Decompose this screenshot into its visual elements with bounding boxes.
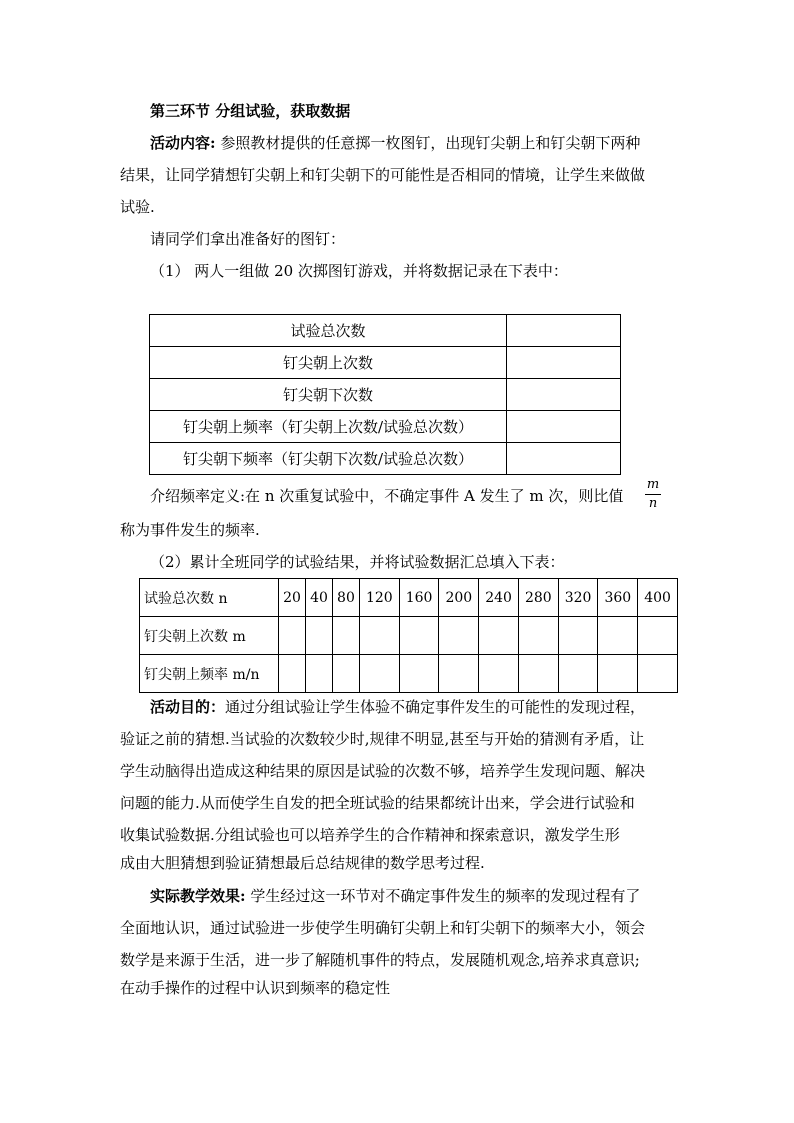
value-cell[interactable] <box>359 655 399 693</box>
activity-goal-line-6: 成由大胆猜想到验证猜想最后总结规律的数学思考过程. <box>120 854 485 872</box>
activity-goal-label: 活动目的： <box>150 698 226 716</box>
trial-count-cell: 360 <box>598 579 638 617</box>
value-cell[interactable] <box>507 315 621 347</box>
value-cell[interactable] <box>518 655 558 693</box>
pair-trial-table <box>149 314 621 475</box>
activity-goal-text-1: 通过分组试验让学生体验不确定事件发生的可能性的发现过程， <box>225 698 646 716</box>
trial-count-cell: 40 <box>305 579 332 617</box>
trial-count-cell: 80 <box>332 579 359 617</box>
trial-count-cell: 120 <box>359 579 399 617</box>
teaching-effect-label: 实际教学效果: <box>150 887 246 905</box>
trial-count-cell: 200 <box>439 579 479 617</box>
value-cell[interactable] <box>507 411 621 443</box>
value-cell[interactable] <box>638 617 678 655</box>
row-label: 钉尖朝下次数 <box>150 379 507 411</box>
trial-count-cell: 20 <box>279 579 306 617</box>
frequency-definition-line-1: 介绍频率定义:在 n 次重复试验中，不确定事件 A 发生了 m 次，则比值 <box>150 487 624 505</box>
trial-count-cell: 160 <box>399 579 439 617</box>
value-cell[interactable] <box>332 655 359 693</box>
table-row <box>150 443 621 475</box>
value-cell[interactable] <box>439 655 479 693</box>
teaching-effect-line-2: 全面地认识，通过试验进一步使学生明确钉尖朝上和钉尖朝下的频率大小，领会 <box>120 919 646 937</box>
activity-content-line-3: 试验. <box>120 198 155 216</box>
value-cell[interactable] <box>507 379 621 411</box>
trial-count-cell: 240 <box>479 579 519 617</box>
value-cell[interactable] <box>479 617 519 655</box>
table-row <box>150 315 621 347</box>
value-cell[interactable] <box>359 617 399 655</box>
trial-count-cell: 400 <box>638 579 678 617</box>
teaching-effect-line-4: 在动手操作的过程中认识到频率的稳定性 <box>120 979 391 997</box>
activity-goal-line-3: 学生动脑得出造成这种结果的原因是试验的次数不够，培养学生发现问题、解决 <box>120 762 646 780</box>
activity-content-line-2: 结果，让同学猜想钉尖朝上和钉尖朝下的可能性是否相同的情境，让学生来做做 <box>120 166 646 184</box>
activity-goal-line-1 <box>150 697 645 717</box>
trial-count-cell: 320 <box>558 579 598 617</box>
value-cell[interactable] <box>638 655 678 693</box>
value-cell[interactable] <box>399 617 439 655</box>
teaching-effect-line-3: 数学是来源于生活，进一步了解随机事件的特点，发展随机观念,培养求真意识; <box>120 951 640 969</box>
value-cell[interactable] <box>558 655 598 693</box>
table-row <box>140 579 678 617</box>
row-label: 钉尖朝上次数 <box>150 347 507 379</box>
activity-goal-line-2: 验证之前的猜想.当试验的次数较少时,规律不明显,甚至与开始的猜测有矛盾，让 <box>120 730 645 748</box>
row-label: 钉尖朝下频率（钉尖朝下次数/试验总次数） <box>150 443 507 475</box>
value-cell[interactable] <box>558 617 598 655</box>
fraction-bar <box>645 494 661 495</box>
value-cell[interactable] <box>279 655 306 693</box>
value-cell[interactable] <box>518 617 558 655</box>
row-label: 试验总次数 <box>150 315 507 347</box>
table-row <box>150 347 621 379</box>
activity-content-line-1 <box>150 133 640 153</box>
value-cell[interactable] <box>507 347 621 379</box>
table-row <box>140 617 678 655</box>
trial-count-cell: 280 <box>518 579 558 617</box>
value-cell[interactable] <box>439 617 479 655</box>
row-header: 钉尖朝上次数 m <box>140 617 279 655</box>
table-row <box>150 379 621 411</box>
step1-text: （1） 两人一组做 20 次掷图钉游戏，并将数据记录在下表中： <box>150 262 568 280</box>
frequency-definition-line-2: 称为事件发生的频率. <box>120 521 260 539</box>
fraction-numerator: m <box>646 477 660 492</box>
value-cell[interactable] <box>598 655 638 693</box>
fraction-m-over-n <box>645 478 661 511</box>
value-cell[interactable] <box>399 655 439 693</box>
value-cell[interactable] <box>305 655 332 693</box>
row-header: 试验总次数 n <box>140 579 279 617</box>
row-label: 钉尖朝上频率（钉尖朝上次数/试验总次数） <box>150 411 507 443</box>
activity-content-label: 活动内容: <box>150 134 216 152</box>
class-summary-table <box>139 578 678 693</box>
prompt-text: 请同学们拿出准备好的图钉： <box>150 230 346 248</box>
value-cell[interactable] <box>305 617 332 655</box>
fraction-denominator: n <box>648 496 658 511</box>
step2-text: （2）累计全班同学的试验结果，并将试验数据汇总填入下表： <box>150 553 565 571</box>
table-row <box>150 411 621 443</box>
section-heading: 第三环节 分组试验，获取数据 <box>150 102 351 120</box>
value-cell[interactable] <box>507 443 621 475</box>
teaching-effect-text-1: 学生经过这一环节对不确定事件发生的频率的发现过程有了 <box>245 887 641 905</box>
activity-goal-line-4: 问题的能力.从而使学生自发的把全班试验的结果都统计出来，学会进行试验和 <box>120 794 635 812</box>
activity-goal-line-5: 收集试验数据.分组试验也可以培养学生的合作精神和探索意识，激发学生形 <box>120 826 620 844</box>
table-row <box>140 655 678 693</box>
value-cell[interactable] <box>332 617 359 655</box>
value-cell[interactable] <box>279 617 306 655</box>
row-header: 钉尖朝上频率 m/n <box>140 655 279 693</box>
value-cell[interactable] <box>598 617 638 655</box>
teaching-effect-line-1 <box>150 886 640 906</box>
activity-content-text-1: 参照教材提供的任意掷一枚图钉，出现钉尖朝上和钉尖朝下两种 <box>215 134 641 152</box>
value-cell[interactable] <box>479 655 519 693</box>
